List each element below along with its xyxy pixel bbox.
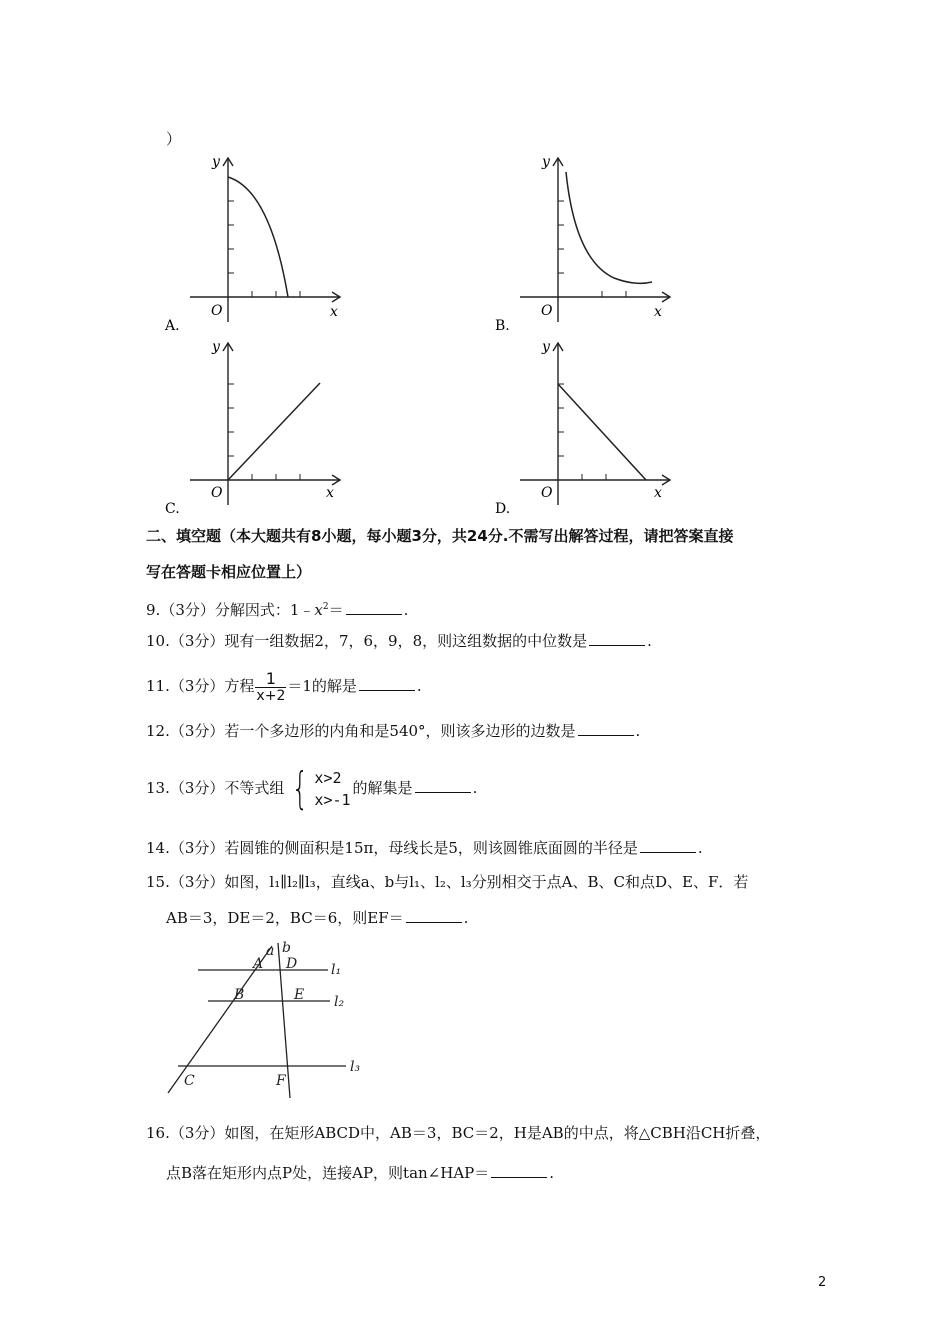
- origin-label: O: [211, 485, 223, 501]
- line-d: [558, 384, 646, 480]
- point-a-label: A: [253, 956, 264, 972]
- point-f-label: F: [276, 1073, 286, 1089]
- answer-blank[interactable]: [640, 838, 696, 853]
- curve-b: [566, 172, 652, 283]
- y-axis-label: y: [542, 154, 550, 170]
- question-16-line2: 点B落在矩形内点P处，连接AP，则tan∠HAP＝ .: [166, 1164, 555, 1182]
- y-axis-label: y: [212, 339, 220, 355]
- line-l1-label: l₁: [331, 962, 342, 978]
- left-brace-icon: {: [292, 763, 309, 814]
- question-13: 13.（3分）不等式组 { x>2 x>-1 的解集是 .: [146, 763, 478, 814]
- option-a-label: A.: [165, 318, 180, 334]
- graph-option-d: [490, 335, 690, 525]
- point-e-label: E: [294, 987, 305, 1003]
- line-l2-label: l₂: [334, 994, 345, 1010]
- question-14: 14.（3分）若圆锥的侧面积是15π，母线长是5，则该圆锥底面圆的半径是 .: [146, 839, 703, 857]
- parallel-lines-figure: [160, 938, 380, 1103]
- graph-option-a: [160, 150, 360, 340]
- curve-a: [228, 177, 288, 297]
- origin-label: O: [541, 485, 553, 501]
- answer-blank[interactable]: [415, 778, 471, 793]
- inequality-system: { x>2 x>-1: [292, 763, 351, 814]
- option-d-label: D.: [495, 501, 511, 517]
- x-axis-label: x: [330, 304, 338, 320]
- answer-blank[interactable]: [589, 631, 645, 646]
- option-b-label: B.: [495, 318, 510, 334]
- graph-option-c: [160, 335, 360, 525]
- x-axis-label: x: [654, 485, 662, 501]
- top-paren: ）: [166, 130, 182, 148]
- page-number: 2: [818, 1275, 827, 1290]
- answer-blank[interactable]: [578, 721, 634, 736]
- origin-label: O: [541, 303, 553, 319]
- answer-blank[interactable]: [491, 1163, 547, 1178]
- section-header-line1: 二、填空题（本大题共有8小题，每小题3分，共24分.不需写出解答过程，请把答案直接: [146, 527, 734, 545]
- point-b-label: B: [234, 987, 245, 1003]
- line-a-label: a: [266, 943, 275, 959]
- x-axis-label: x: [654, 304, 662, 320]
- point-c-label: C: [184, 1073, 195, 1089]
- answer-blank[interactable]: [346, 600, 402, 615]
- question-15-line2: AB＝3，DE＝2，BC＝6，则EF＝ .: [166, 909, 469, 927]
- section-header-line2: 写在答题卡相应位置上）: [146, 563, 312, 581]
- question-10: 10.（3分）现有一组数据2，7，6，9，8，则这组数据的中位数是 .: [146, 632, 652, 650]
- graph-option-b: [490, 150, 690, 340]
- question-12: 12.（3分）若一个多边形的内角和是540°，则该多边形的边数是 .: [146, 722, 641, 740]
- question-9: 9.（3分）分解因式：$1﹣x^2=$ .: [146, 601, 409, 619]
- x-axis-label: x: [326, 485, 334, 501]
- line-c: [228, 383, 320, 480]
- fraction: $\frac{1}{x+2}$: [256, 668, 286, 704]
- answer-blank[interactable]: [406, 908, 462, 923]
- line-b-label: b: [282, 940, 291, 956]
- origin-label: O: [211, 303, 223, 319]
- y-axis-label: y: [212, 154, 220, 170]
- question-16-line1: 16.（3分）如图，在矩形ABCD中，AB＝3，BC＝2，H是AB的中点，将△CBH沿CH折叠，: [146, 1124, 771, 1142]
- line-l3-label: l₃: [350, 1059, 361, 1075]
- y-axis-label: y: [542, 339, 550, 355]
- question-11: 11.（3分）方程 $\frac{1}{x+2}$ ＝1的解是 .: [146, 668, 422, 704]
- answer-blank[interactable]: [359, 676, 415, 691]
- question-15-line1: 15.（3分）如图，l₁∥l₂∥l₃，直线a、b与l₁、l₂、l₃分别相交于点A、B、C和点D、E、F．若: [146, 873, 749, 891]
- point-d-label: D: [286, 956, 298, 972]
- option-c-label: C.: [165, 501, 180, 517]
